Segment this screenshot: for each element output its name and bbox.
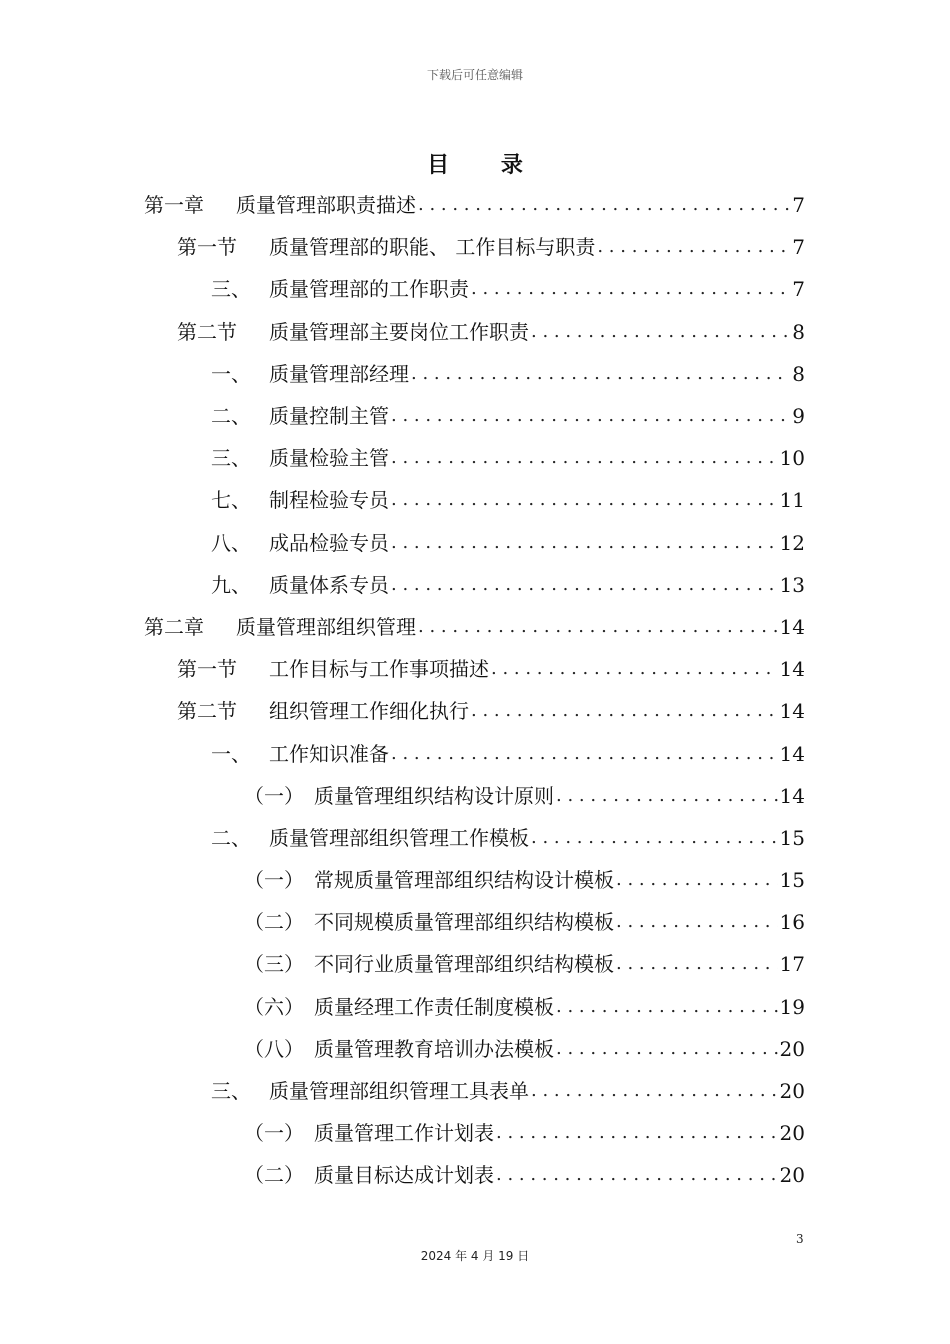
toc-entry-title: 常规质量管理部组织结构设计模板 bbox=[314, 868, 614, 893]
toc-entry-page: 15 bbox=[779, 868, 805, 893]
toc-entry-page: 14 bbox=[779, 657, 805, 682]
toc-entry-number: 第一章 bbox=[144, 193, 204, 218]
toc-entry-title: 质量控制主管 bbox=[269, 404, 389, 429]
toc-entry-number: （一） bbox=[244, 783, 304, 808]
toc-entry-page: 20 bbox=[779, 1079, 805, 1104]
toc-dot-leader bbox=[531, 311, 790, 353]
toc-entry-page: 7 bbox=[792, 193, 805, 218]
toc-entry-page: 7 bbox=[792, 235, 805, 260]
toc-dot-leader bbox=[556, 1028, 778, 1070]
toc-entry-page: 10 bbox=[779, 446, 805, 471]
toc-entry[interactable] bbox=[0, 437, 950, 479]
toc-entry-page: 20 bbox=[779, 1163, 805, 1188]
toc-entry-title: 工作知识准备 bbox=[269, 741, 389, 766]
toc-dot-leader bbox=[391, 479, 778, 521]
toc-entry[interactable] bbox=[0, 775, 950, 817]
toc-entry[interactable] bbox=[0, 606, 950, 648]
toc-entry-number: 二、 bbox=[211, 404, 251, 429]
toc-entry-page: 17 bbox=[779, 952, 805, 977]
toc-dot-leader bbox=[496, 1154, 778, 1196]
toc-entry-number: 八、 bbox=[211, 530, 251, 555]
toc-entry-number: 第一节 bbox=[177, 235, 237, 260]
toc-dot-leader bbox=[496, 1112, 778, 1154]
toc-entry-title: 质量目标达成计划表 bbox=[314, 1163, 494, 1188]
toc-entry-number: 第二节 bbox=[177, 319, 237, 344]
toc-entry-title: 质量管理部的职能、 工作目标与职责 bbox=[269, 235, 596, 260]
toc-entry-title: 质量管理部主要岗位工作职责 bbox=[269, 319, 529, 344]
toc-entry-title: 质量经理工作责任制度模板 bbox=[314, 994, 554, 1019]
toc-entry-number: 一、 bbox=[211, 741, 251, 766]
toc-entry[interactable] bbox=[0, 1112, 950, 1154]
toc-entry[interactable] bbox=[0, 986, 950, 1028]
toc-dot-leader bbox=[531, 1070, 778, 1112]
toc-dot-leader bbox=[391, 564, 778, 606]
toc-entry-title: 质量管理部组织管理 bbox=[236, 614, 416, 639]
toc-entry-title: 质量检验主管 bbox=[269, 446, 389, 471]
toc-entry-number: 第二章 bbox=[144, 614, 204, 639]
toc-entry[interactable] bbox=[0, 859, 950, 901]
toc-entry-title: 不同规模质量管理部组织结构模板 bbox=[314, 910, 614, 935]
toc-entry-number: 三、 bbox=[211, 277, 251, 302]
toc-entry-page: 14 bbox=[779, 741, 805, 766]
toc-dot-leader bbox=[418, 606, 778, 648]
toc-dot-leader bbox=[391, 395, 790, 437]
toc-entry-title: 质量管理部组织管理工作模板 bbox=[269, 825, 529, 850]
toc-entry-title: 质量管理工作计划表 bbox=[314, 1121, 494, 1146]
toc-entry-number: 九、 bbox=[211, 572, 251, 597]
toc-entry-title: 组织管理工作细化执行 bbox=[269, 699, 469, 724]
toc-entry-page: 7 bbox=[792, 277, 805, 302]
toc-entry[interactable] bbox=[0, 564, 950, 606]
toc-entry-number: （三） bbox=[244, 952, 304, 977]
toc-entry[interactable] bbox=[0, 817, 950, 859]
toc-entry-number: 七、 bbox=[211, 488, 251, 513]
toc-entry-page: 12 bbox=[779, 530, 805, 555]
toc-dot-leader bbox=[471, 690, 778, 732]
toc-entry[interactable] bbox=[0, 522, 950, 564]
toc-dot-leader bbox=[418, 184, 790, 226]
toc-entry-title: 制程检验专员 bbox=[269, 488, 389, 513]
toc-entry[interactable] bbox=[0, 226, 950, 268]
toc-entry-title: 工作目标与工作事项描述 bbox=[269, 657, 489, 682]
toc-entry-page: 16 bbox=[779, 910, 805, 935]
toc-dot-leader bbox=[471, 268, 790, 310]
toc-entry-page: 8 bbox=[792, 361, 805, 386]
toc-dot-leader bbox=[391, 522, 778, 564]
toc-entry-number: （一） bbox=[244, 1121, 304, 1146]
toc-entry-title: 不同行业质量管理部组织结构模板 bbox=[314, 952, 614, 977]
toc-entry[interactable] bbox=[0, 1154, 950, 1196]
toc-entry-title: 质量体系专员 bbox=[269, 572, 389, 597]
table-of-contents bbox=[0, 184, 950, 1197]
toc-entry[interactable] bbox=[0, 353, 950, 395]
toc-entry[interactable] bbox=[0, 268, 950, 310]
toc-entry-title: 质量管理部的工作职责 bbox=[269, 277, 469, 302]
toc-entry-title: 质量管理教育培训办法模板 bbox=[314, 1036, 554, 1061]
toc-dot-leader bbox=[531, 817, 778, 859]
toc-dot-leader bbox=[391, 733, 778, 775]
toc-entry-number: （一） bbox=[244, 868, 304, 893]
toc-entry-title: 质量管理组织结构设计原则 bbox=[314, 783, 554, 808]
toc-entry[interactable] bbox=[0, 311, 950, 353]
toc-dot-leader bbox=[616, 901, 778, 943]
toc-entry-page: 15 bbox=[779, 825, 805, 850]
toc-entry-page: 9 bbox=[792, 404, 805, 429]
toc-entry-page: 19 bbox=[779, 994, 805, 1019]
toc-entry-title: 质量管理部职责描述 bbox=[236, 193, 416, 218]
toc-dot-leader bbox=[616, 943, 778, 985]
toc-entry-page: 14 bbox=[779, 783, 805, 808]
toc-entry-number: （六） bbox=[244, 994, 304, 1019]
toc-entry[interactable] bbox=[0, 1070, 950, 1112]
toc-entry-page: 20 bbox=[779, 1036, 805, 1061]
toc-dot-leader bbox=[616, 859, 778, 901]
toc-entry-number: 三、 bbox=[211, 1079, 251, 1104]
toc-entry-title: 成品检验专员 bbox=[269, 530, 389, 555]
toc-dot-leader bbox=[391, 437, 778, 479]
toc-entry[interactable] bbox=[0, 184, 950, 226]
toc-entry-number: 三、 bbox=[211, 446, 251, 471]
toc-entry-page: 11 bbox=[779, 488, 805, 513]
footer-date: 2024 年 4 月 19 日 bbox=[420, 1249, 530, 1263]
toc-entry-page: 14 bbox=[779, 699, 805, 724]
toc-entry-number: 第一节 bbox=[177, 657, 237, 682]
toc-entry-page: 14 bbox=[779, 614, 805, 639]
toc-entry-page: 13 bbox=[779, 572, 805, 597]
toc-title: 目 录 bbox=[427, 153, 545, 178]
toc-entry[interactable] bbox=[0, 690, 950, 732]
toc-dot-leader bbox=[556, 775, 778, 817]
toc-entry-number: 一、 bbox=[211, 361, 251, 386]
toc-entry-page: 8 bbox=[792, 319, 805, 344]
toc-entry-number: （二） bbox=[244, 1163, 304, 1188]
toc-entry[interactable] bbox=[0, 479, 950, 521]
toc-entry[interactable] bbox=[0, 943, 950, 985]
toc-dot-leader bbox=[556, 986, 778, 1028]
toc-dot-leader bbox=[491, 648, 778, 690]
toc-dot-leader bbox=[597, 226, 790, 268]
toc-entry-number: 第二节 bbox=[177, 699, 237, 724]
toc-entry-title: 质量管理部组织管理工具表单 bbox=[269, 1079, 529, 1104]
toc-entry-number: （二） bbox=[244, 910, 304, 935]
toc-entry-page: 20 bbox=[779, 1121, 805, 1146]
toc-entry-number: （八） bbox=[244, 1036, 304, 1061]
toc-entry[interactable] bbox=[0, 732, 950, 774]
toc-dot-leader bbox=[411, 353, 790, 395]
toc-entry-number: 二、 bbox=[211, 825, 251, 850]
header-note: 下载后可任意编辑 bbox=[426, 68, 523, 82]
toc-entry-title: 质量管理部经理 bbox=[269, 361, 409, 386]
toc-entry[interactable] bbox=[0, 901, 950, 943]
toc-entry[interactable] bbox=[0, 395, 950, 437]
page-number: 3 bbox=[796, 1232, 804, 1246]
toc-entry[interactable] bbox=[0, 648, 950, 690]
toc-entry[interactable] bbox=[0, 1028, 950, 1070]
